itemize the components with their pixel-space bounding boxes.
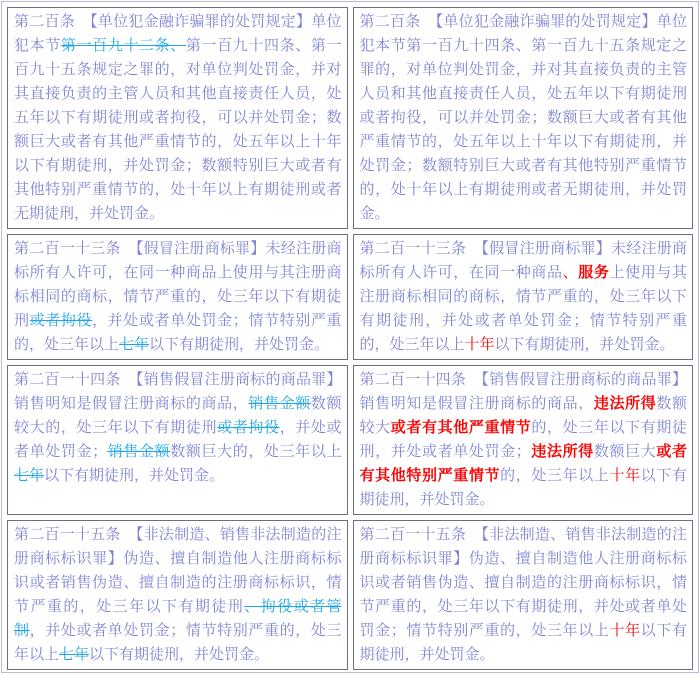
old-law-cell-200	[7, 7, 348, 229]
law-text: 以下有期徒刑，并处罚金。	[149, 335, 330, 353]
law-text: 第二百条 【单位犯金融诈骗罪的处罚规定】单位犯本节	[14, 12, 342, 54]
deleted-text: 七年	[119, 335, 150, 353]
comparison-row-215	[7, 520, 693, 670]
inserted-text: 服务	[578, 263, 610, 281]
inserted-text: 或者有其他特别严重情节	[359, 442, 687, 484]
new-law-cell-213	[353, 234, 694, 360]
old-law-cell-215	[7, 520, 348, 670]
inserted-text: 违法所得	[593, 394, 657, 412]
law-comparison-page	[1, 1, 699, 673]
law-text: 数额较大的，处三年以下有期徒刑	[14, 394, 342, 436]
deleted-text: 七年	[59, 645, 90, 663]
law-text: 上使用与其注册商标相同的商标，情节严重的，处三年以下有期徒刑，并处或者单处罚金；情节特别严重的，处三年以上	[359, 263, 687, 353]
law-text: 第二百一十五条 【非法制造、销售非法制造的注册商标标识罪】伪造、擅自制造他人注册商标标识或者销售伪造、擅自制造的注册商标标识，情节严重的，处三年以下有期徒刑	[14, 525, 342, 615]
law-text: 第二百一十五条 【非法制造、销售非法制造的注册商标标识罪】伪造、擅自制造他人注册商标标识或者销售伪造、擅自制造的注册商标标识，情节严重的，处三年以下有期徒刑，并处或者单处罚金；情节特别严重的，处三年以上	[359, 525, 687, 639]
inserted-text: 十年	[609, 466, 641, 484]
law-text: 以下有期徒刑，并处罚金。	[44, 466, 225, 484]
inserted-text: 十年	[609, 621, 641, 639]
deleted-text: 第一百九十二条、	[60, 36, 186, 54]
comparison-row-213	[7, 234, 693, 360]
law-text: 数额巨大的，处三年以上	[170, 442, 342, 460]
law-text: 以下有期徒刑，并处罚金。	[359, 621, 687, 663]
old-law-cell-214	[7, 365, 348, 515]
law-text: 第二百条 【单位犯金融诈骗罪的处罚规定】单位犯本节第一百九十四条、第一百九十五条规定之罪的，对单位判处罚金，并对其直接负责的主管人员和其他直接责任人员，处五年以下有期徒刑或者拘役，可以并处罚金；数额巨大或者有其他严重情节的，处五年以上十年以下有期徒刑，并处罚金；数额特别巨大或者有其他特别严重情节的，处十年以上有期徒刑或者无期徒刑，并处罚金。	[359, 12, 687, 222]
deleted-text: 、拘役或者管制	[14, 597, 342, 639]
inserted-text: 十年	[464, 335, 495, 353]
law-text: 以下有期徒刑，并处罚金。	[359, 466, 687, 508]
deleted-text: 销售金额	[107, 442, 171, 460]
deleted-text: 销售金额	[248, 394, 311, 412]
inserted-text: 违法所得	[530, 442, 594, 460]
new-law-cell-215	[353, 520, 694, 670]
comparison-table-body	[7, 7, 693, 670]
law-text: 第二百一十三条 【假冒注册商标罪】未经注册商标所有人许可，在同一种商品	[359, 239, 687, 281]
law-text: 数额巨大	[593, 442, 657, 460]
deleted-text: 或者拘役	[29, 311, 93, 329]
law-text: ，并处或者单处罚金；情节特别严重的，处三年以上	[14, 621, 342, 663]
law-comparison-table	[2, 2, 698, 675]
law-text: 第二百一十四条 【销售假冒注册商标的商品罪】销售明知是假冒注册商标的商品，	[14, 370, 342, 412]
law-text: 以下有期徒刑，并处罚金。	[494, 335, 675, 353]
law-text: 第二百一十三条 【假冒注册商标罪】未经注册商标所有人许可，在同一种商品上使用与其注册商标相同的商标，情节严重的，处三年以下有期徒刑	[14, 239, 342, 329]
new-law-cell-200	[353, 7, 694, 229]
inserted-text: 、	[562, 263, 579, 281]
inserted-text: 或者有其他严重情节	[390, 418, 532, 436]
deleted-text: 或者拘役	[217, 418, 280, 436]
law-text: 第二百一十四条 【销售假冒注册商标的商品罪】销售明知是假冒注册商标的商品，	[359, 370, 687, 412]
law-text: 的，处三年以下有期徒刑，并处或者单处罚金；	[359, 418, 687, 460]
comparison-row-214	[7, 365, 693, 515]
law-text: ，并处或者单处罚金；	[14, 418, 342, 460]
deleted-text: 七年	[14, 466, 45, 484]
comparison-row-200	[7, 7, 693, 229]
law-text: 的，处三年以上	[500, 466, 610, 484]
law-text: ，并处或者单处罚金；情节特别严重的，处三年以上	[14, 311, 342, 353]
new-law-cell-214	[353, 365, 694, 515]
law-text: 以下有期徒刑，并处罚金。	[89, 645, 270, 663]
law-text: 数额较大	[359, 394, 687, 436]
law-text: 第一百九十四条、第一百九十五条规定之罪的，对单位判处罚金，并对其直接负责的主管人员和其他直接责任人员，处五年以下有期徒刑或者拘役，可以并处罚金；数额巨大或者有其他严重情节的，处五年以上十年以下有期徒刑，并处罚金；数额特别巨大或者有其他特别严重情节的，处十年以上有期徒刑或者无期徒刑，并处罚金。	[14, 36, 342, 222]
old-law-cell-213	[7, 234, 348, 360]
